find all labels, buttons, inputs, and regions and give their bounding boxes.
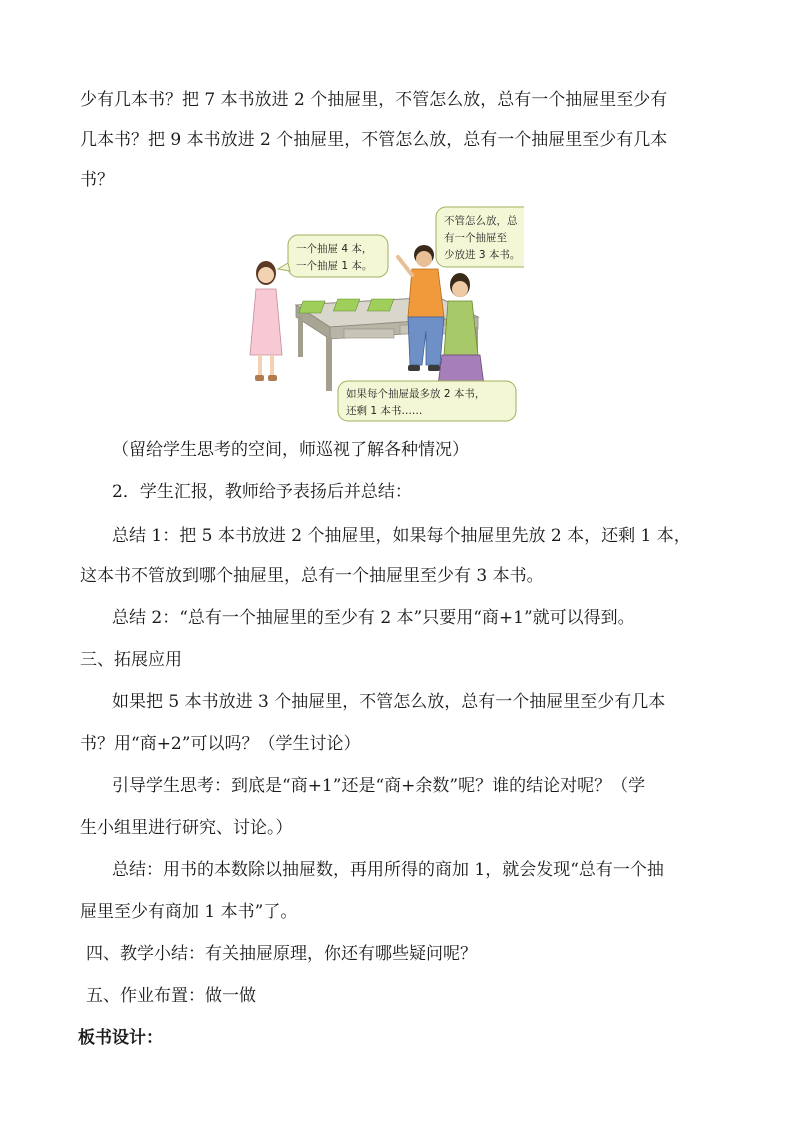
bubble-text: 一个抽屉 4 本，: [296, 243, 373, 255]
bubble-text: 不管怎么放，总: [444, 215, 518, 227]
paragraph-line: 总结 2：“总有一个抽屉里的至少有 2 本”只要用“商+1”就可以得到。: [112, 608, 635, 628]
section-heading: 三、拓展应用: [80, 650, 182, 670]
paragraph-line: 书？: [80, 170, 114, 190]
bubble-text: 一个抽屉 1 本。: [296, 260, 373, 272]
section-heading: 五、作业布置：做一做: [86, 986, 256, 1006]
paragraph-line: （留给学生思考的空间，师巡视了解各种情况）: [112, 440, 469, 460]
section-heading: 四、教学小结：有关抽屉原理，你还有哪些疑问呢？: [86, 944, 477, 964]
paragraph-line: 2．学生汇报，教师给予表扬后并总结：: [112, 482, 412, 502]
paragraph-line: 这本书不管放到哪个抽屉里，总有一个抽屉里至少有 3 本书。: [80, 566, 544, 586]
classroom-illustration: [248, 205, 524, 425]
paragraph-line: 书？用“商+2”可以吗？（学生讨论）: [80, 734, 361, 754]
paragraph-line: 生小组里进行研究、讨论。）: [80, 818, 293, 838]
paragraph-line: 总结：用书的本数除以抽屉数，再用所得的商加 1，就会发现“总有一个抽: [112, 860, 664, 880]
bubble-text: 如果每个抽屉最多放 2 本书，: [346, 388, 486, 400]
paragraph-line: 几本书？把 9 本书放进 2 个抽屉里，不管怎么放，总有一个抽屉里至少有几本: [80, 130, 668, 150]
paragraph-line: 少有几本书？把 7 本书放进 2 个抽屉里，不管怎么放，总有一个抽屉里至少有: [80, 90, 668, 110]
paragraph-line: 屉里至少有商加 1 本书”了。: [80, 902, 298, 922]
bubble-text: 有一个抽屉至: [444, 232, 507, 244]
paragraph-line: 总结 1：把 5 本书放进 2 个抽屉里，如果每个抽屉里先放 2 本，还剩 1 本，: [112, 526, 691, 546]
paragraph-line: 如果把 5 本书放进 3 个抽屉里，不管怎么放，总有一个抽屉里至少有几本: [112, 692, 666, 712]
bubble-text: 还剩 1 本书……: [346, 405, 423, 417]
bubble-text: 少放进 3 本书。: [444, 249, 521, 261]
board-design-heading: 板书设计：: [78, 1028, 163, 1048]
girl-left-figure: [250, 261, 282, 381]
paragraph-line: 引导学生思考：到底是“商+1”还是“商+余数”呢？谁的结论对呢？（学: [112, 776, 646, 796]
